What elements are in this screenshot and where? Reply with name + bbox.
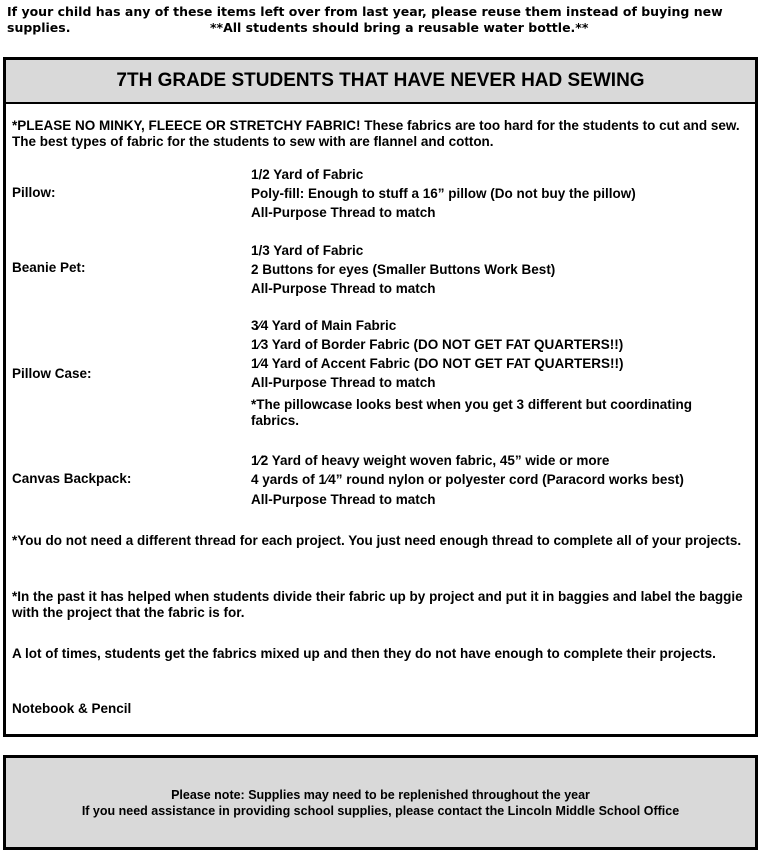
list-item: 1/3 Yard of Fabric [251,243,364,258]
footer-notice [3,755,758,850]
pillowcase-tip: *The pillowcase looks best when you get 3 different but coordinating fabrics. [251,397,693,428]
list-item: All-Purpose Thread to match [251,205,436,220]
list-item: 1/2 Yard of Fabric [251,167,364,182]
reuse-note: If your child has any of these items left over from last year, please reuse them instead of buying new supplies. [7,4,723,35]
fabric-mixup-note: A lot of times, students get the fabrics mixed up and then they do not have enough to complete their projects. [12,646,716,661]
list-item: All-Purpose Thread to match [251,492,436,507]
list-item: Poly-fill: Enough to stuff a 16” pillow (Do not buy the pillow) [251,186,636,201]
list-item: All-Purpose Thread to match [251,281,436,296]
fabric-warning: *PLEASE NO MINKY, FLEECE OR STRETCHY FABRIC! These fabrics are too hard for the students to cut and sew. The best types of fabric for the students to sew with are flannel and cotton. [12,118,740,149]
list-item: 2 Buttons for eyes (Smaller Buttons Work Best) [251,262,556,277]
list-item: 1⁄3 Yard of Border Fabric (DO NOT GET FAT QUARTERS!!) [251,337,624,352]
notebook-pencil-item: Notebook & Pencil [12,701,132,716]
water-bottle-note: **All students should bring a reusable water bottle.** [210,20,589,35]
page-title: 7TH GRADE STUDENTS THAT HAVE NEVER HAD SEWING [6,60,755,104]
project-label-pillow-case: Pillow Case: [12,366,92,381]
list-item: 1⁄4 Yard of Accent Fabric (DO NOT GET FAT QUARTERS!!) [251,356,624,371]
supply-list-box [3,57,758,737]
thread-note: *You do not need a different thread for each project. You just need enough thread to complete all of your projects. [12,533,742,548]
baggie-tip: *In the past it has helped when students divide their fabric up by project and put it in baggies and label the baggie with the project that the fabric is for. [12,589,743,620]
replenish-note: Please note: Supplies may need to be replenished throughout the year [171,787,590,802]
project-label-pillow: Pillow: [12,185,56,200]
list-item: 4 yards of 1⁄4” round nylon or polyester cord (Paracord works best) [251,472,684,487]
list-item: 3⁄4 Yard of Main Fabric [251,318,397,333]
list-item: All-Purpose Thread to match [251,375,436,390]
list-item: 1⁄2 Yard of heavy weight woven fabric, 45” wide or more [251,453,610,468]
assistance-note: If you need assistance in providing school supplies, please contact the Lincoln Middle School Office [81,803,680,818]
project-label-canvas-backpack: Canvas Backpack: [12,471,132,486]
project-label-beanie-pet: Beanie Pet: [12,260,86,275]
